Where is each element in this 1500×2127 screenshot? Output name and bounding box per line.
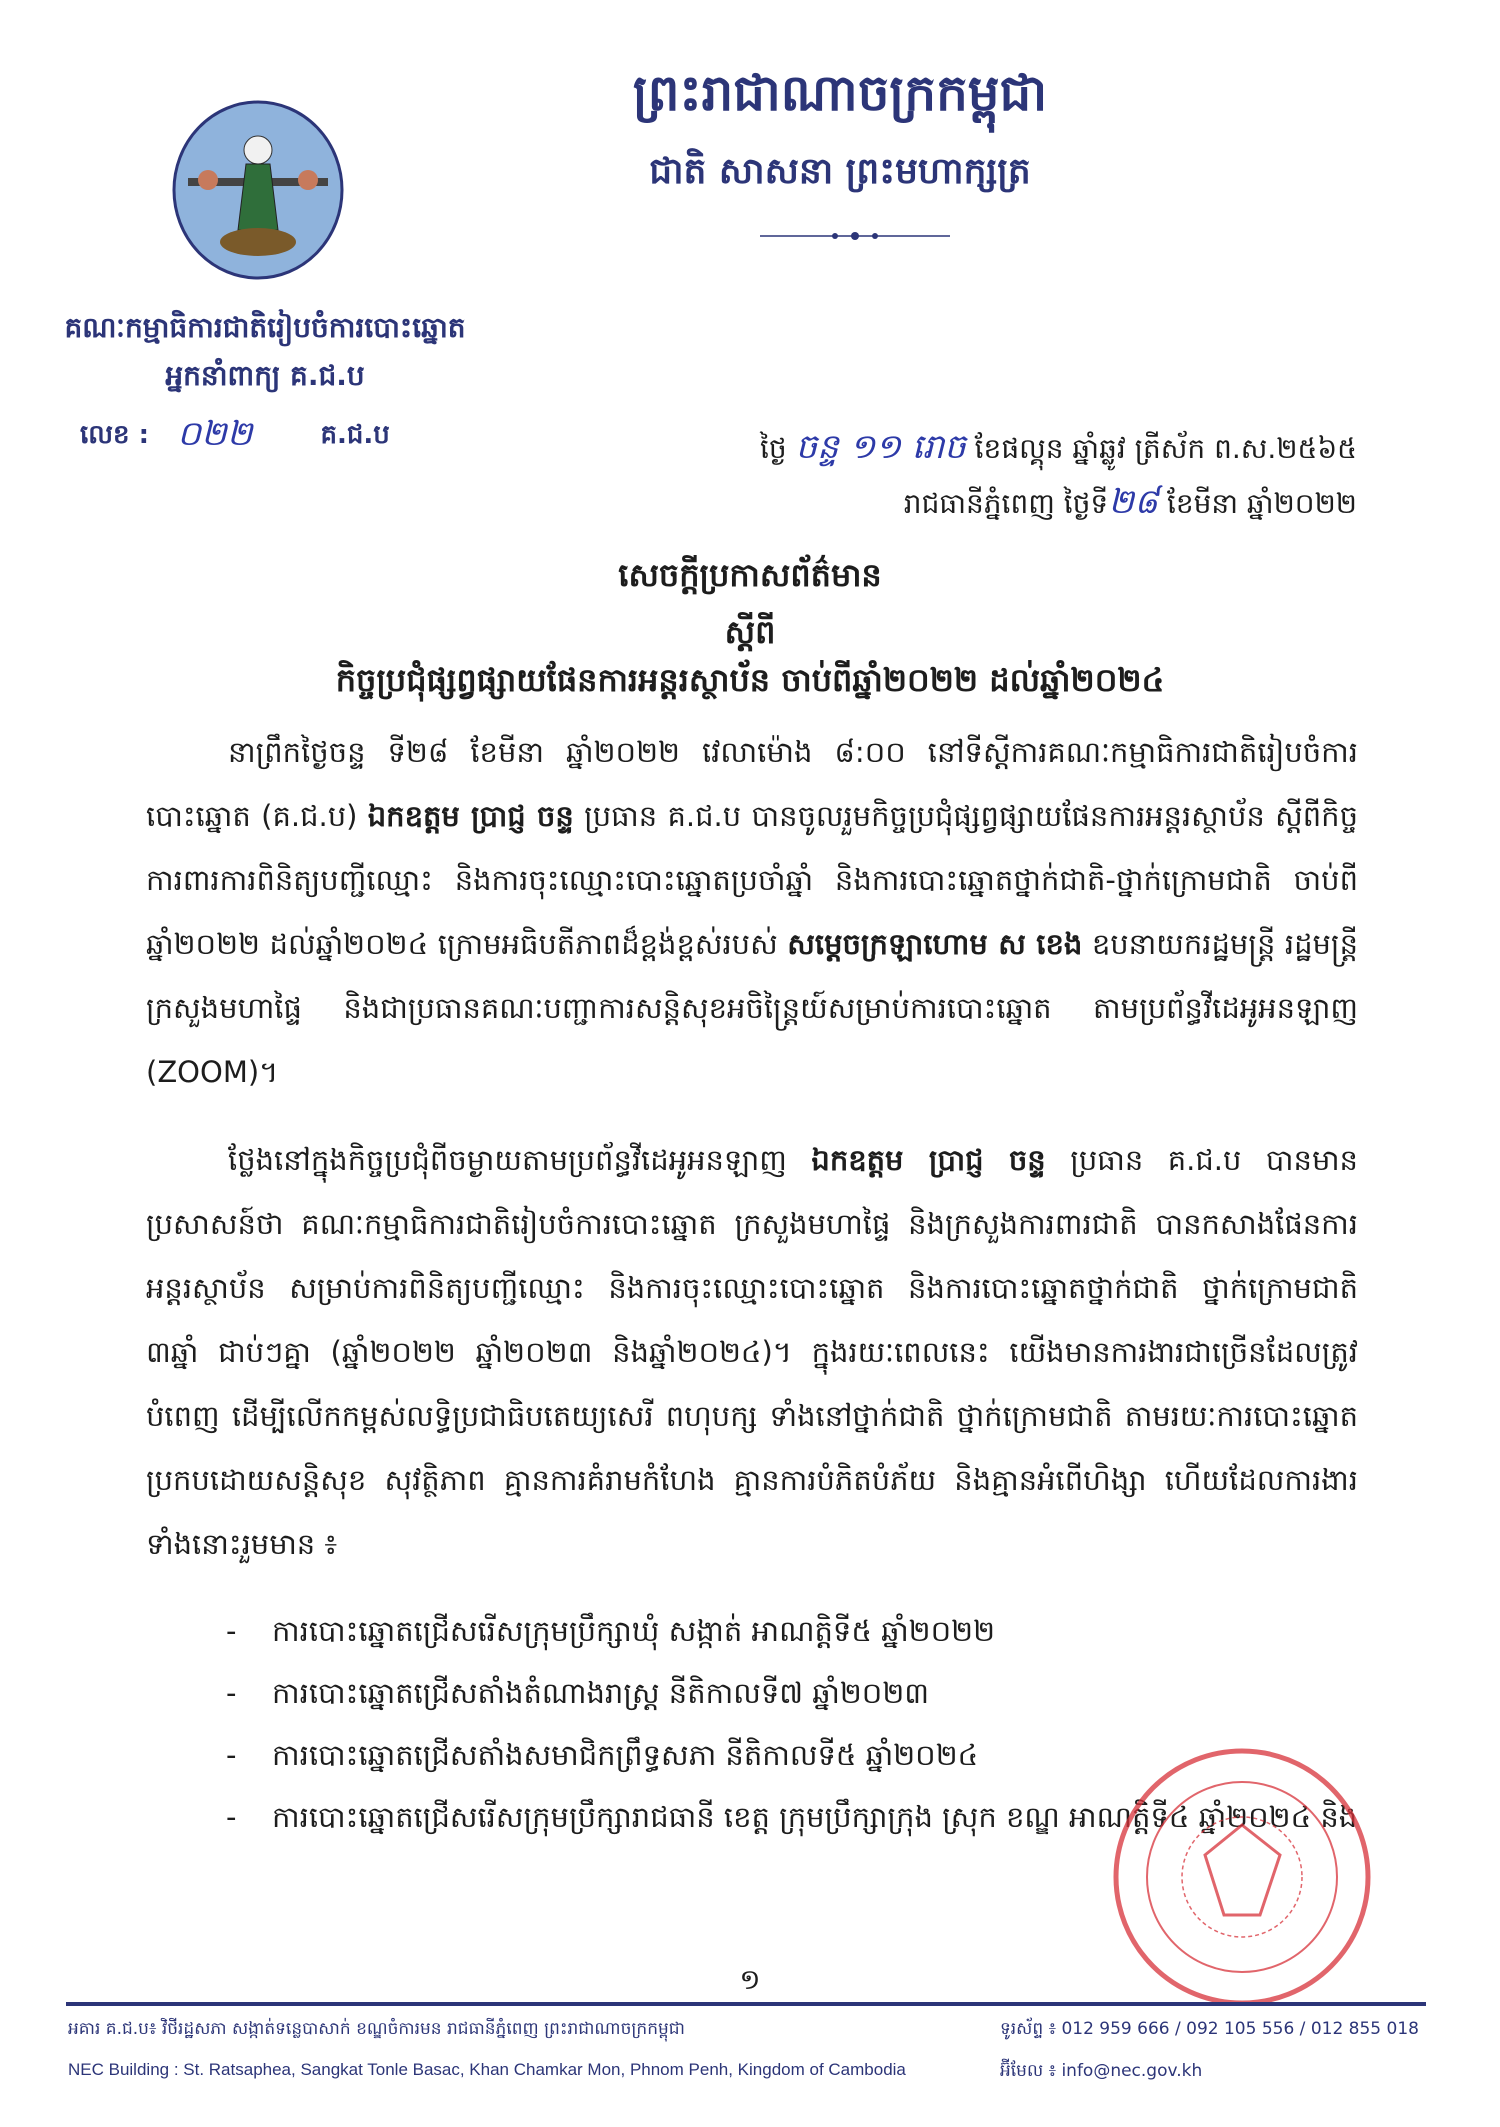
doc-title: សេចក្តីប្រកាសព័ត៌មាន [618, 556, 882, 594]
lunar-month-year: ខែផល្គុន ឆ្នាំឆ្លូវ ត្រីស័ក ព.ស.២៥៦៥ [974, 432, 1357, 465]
text: នាព្រឹកថ្ងៃចន្ទ ទី២៨ ខែមីនា ឆ្នាំ២០២២ វេលាម៉ោង ៨:០០ នៅទីស្តីការគណៈកម្មាធិការជាតិរៀបចំការបោះឆ្នោត (គ.ជ.ប) [146, 735, 1358, 833]
document-body [146, 720, 1358, 1848]
name-bold: សម្តេចក្រឡាហោម ស ខេង [787, 927, 1083, 961]
footer-address-en: NEC Building : St. Ratsaphea, Sangkat Tonle Basac, Khan Chamkar Mon, Phnom Penh, Kingdom of Cambodia [68, 2060, 906, 2079]
day-value: ២៨ [1108, 482, 1159, 522]
footer-address-km: អគារ គ.ជ.ប៖ វិថីរដ្ឋសភា សង្កាត់ទន្លេបាសាក់ ខណ្ឌចំការមន រាជធានីភ្នំពេញ ព្រះរាជាណាចក្រកម្ពុជា [68, 2019, 685, 2039]
national-motto: ជាតិ សាសនា ព្រះមហាក្សត្រ [649, 151, 1031, 192]
page-number: ១ [739, 1963, 761, 1996]
footer-email: អ៊ីមែល ៖ info@nec.gov.kh [1000, 2061, 1203, 2081]
ornament-divider [760, 230, 950, 242]
list-item: - ការបោះឆ្នោតជ្រើសតាំងសមាជិកព្រឹទ្ធសភា នីតិកាលទី៥ ឆ្នាំ២០២៤ [226, 1724, 1358, 1786]
lunar-day: ចន្ទ ១១ រោច [795, 427, 966, 467]
paragraph-1 [146, 720, 1358, 1104]
paragraph-2 [146, 1128, 1358, 1576]
org-spokesperson: អ្នកនាំពាក្យ គ.ជ.ប [165, 359, 365, 392]
nec-logo [168, 100, 348, 280]
list-item: - ការបោះឆ្នោតជ្រើសតាំងតំណាងរាស្ត្រ នីតិកាលទី៧ ឆ្នាំ២០២៣ [226, 1662, 1358, 1724]
lunar-prefix: ថ្ងៃ [759, 432, 787, 465]
number-value: ០២២ [176, 414, 253, 454]
doc-title-about: ស្តីពី [724, 613, 776, 651]
doc-subject: កិច្ចប្រជុំផ្សព្វផ្សាយផែនការអន្តរស្ថាប័ន ចាប់ពីឆ្នាំ២០២២ ដល់ឆ្នាំ២០២៤ [335, 661, 1165, 699]
lunar-date [760, 425, 1357, 475]
number-suffix: គ.ជ.ប [320, 420, 390, 450]
place-prefix: រាជធានីភ្នំពេញ ថ្ងៃទី [903, 487, 1109, 520]
name-bold: ឯកឧត្តម ប្រាជ្ញ ចន្ទ [811, 1143, 1046, 1177]
text: ប្រធាន គ.ជ.ប បានមានប្រសាសន៍ថា គណៈកម្មាធិការជាតិរៀបចំការបោះឆ្នោត ក្រសួងមហាផ្ទៃ និងក្រសួងការពារជាតិ បានកសាងផែនការអន្តរស្ថាប័ន សម្រាប់ការពិនិត្យបញ្ជីឈ្មោះ និងការចុះឈ្មោះបោះឆ្នោត និងការបោះឆ្នោតថ្នាក់ជាតិ ថ្នាក់ក្រោមជាតិ ៣ឆ្នាំ ជាប់ៗគ្នា (ឆ្នាំ២០២២ ឆ្នាំ២០២៣ និងឆ្នាំ២០២៤)។ ក្នុងរយៈពេលនេះ យើងមានការងារជាច្រើនដែលត្រូវបំពេញ ដើម្បីលើកកម្ពស់លទ្ធិប្រជាធិបតេយ្យសេរី ពហុបក្ស ទាំងនៅថ្នាក់ជាតិ ថ្នាក់ក្រោមជាតិ តាមរយៈការបោះឆ្នោតប្រកបដោយសន្តិសុខ សុវត្ថិភាព គ្មានការគំរាមកំហែង គ្មានការបំភិតបំភ័យ និងគ្មានអំពើហិង្សា ហើយដែលការងារទាំងនោះរួមមាន ៖ [146, 1143, 1358, 1561]
text: ឧបនាយករដ្ឋមន្ត្រី រដ្ឋមន្ត្រីក្រសួងមហាផ្ទៃ និងជាប្រធានគណៈបញ្ជាការសន្តិសុខអចិន្ត្រៃយ៍សម្រាប់ការបោះឆ្នោត តាមប្រព័ន្ធវីដេអូអនឡាញ (ZOOM)។ [146, 927, 1358, 1089]
text: ប្រធាន គ.ជ.ប បានចូលរួមកិច្ចប្រជុំផ្សព្វផ្សាយផែនការអន្តរស្ថាប័ន ស្តីពីកិច្ចការពារការពិនិត្យបញ្ជីឈ្មោះ និងការចុះឈ្មោះបោះឆ្នោតប្រចាំឆ្នាំ និងការបោះឆ្នោតថ្នាក់ជាតិ-ថ្នាក់ក្រោមជាតិ ចាប់ពីឆ្នាំ២០២២ ដល់ឆ្នាំ២០២៤ ក្រោមអធិបតីភាពដ៏ខ្ពង់ខ្ពស់របស់ [146, 799, 1358, 961]
footer-phone: ទូរស័ព្ទ ៖ 012 959 666 / 092 105 556 / 012 855 018 [1000, 2019, 1419, 2039]
name-bold: ឯកឧត្តម ប្រាជ្ញ ចន្ទ [367, 799, 574, 833]
solar-date [904, 480, 1357, 530]
number-label: លេខ : [80, 420, 149, 450]
document-number [80, 412, 390, 462]
list-item: - ការបោះឆ្នោតជ្រើសរើសក្រុមប្រឹក្សាឃុំ សង្កាត់ អាណត្តិទី៥ ឆ្នាំ២០២២ [226, 1600, 1358, 1662]
org-name: គណៈកម្មាធិការជាតិរៀបចំការបោះឆ្នោត [64, 311, 466, 344]
month-year: ខែមីនា ឆ្នាំ២០២២ [1166, 487, 1357, 520]
list-item: - ការបោះឆ្នោតជ្រើសរើសក្រុមប្រឹក្សារាជធានី ខេត្ត ក្រុមប្រឹក្សាក្រុង ស្រុក ខណ្ឌ អាណត្តិទី៤ ឆ្នាំ២០២៤ និង [226, 1786, 1358, 1848]
footer-divider [66, 2002, 1426, 2006]
text: ថ្លែងនៅក្នុងកិច្ចប្រជុំពីចម្ងាយតាមប្រព័ន្ធវីដេអូអនឡាញ [228, 1143, 812, 1177]
kingdom-title: ព្រះរាជាណាចក្រកម្ពុជា [632, 64, 1048, 122]
